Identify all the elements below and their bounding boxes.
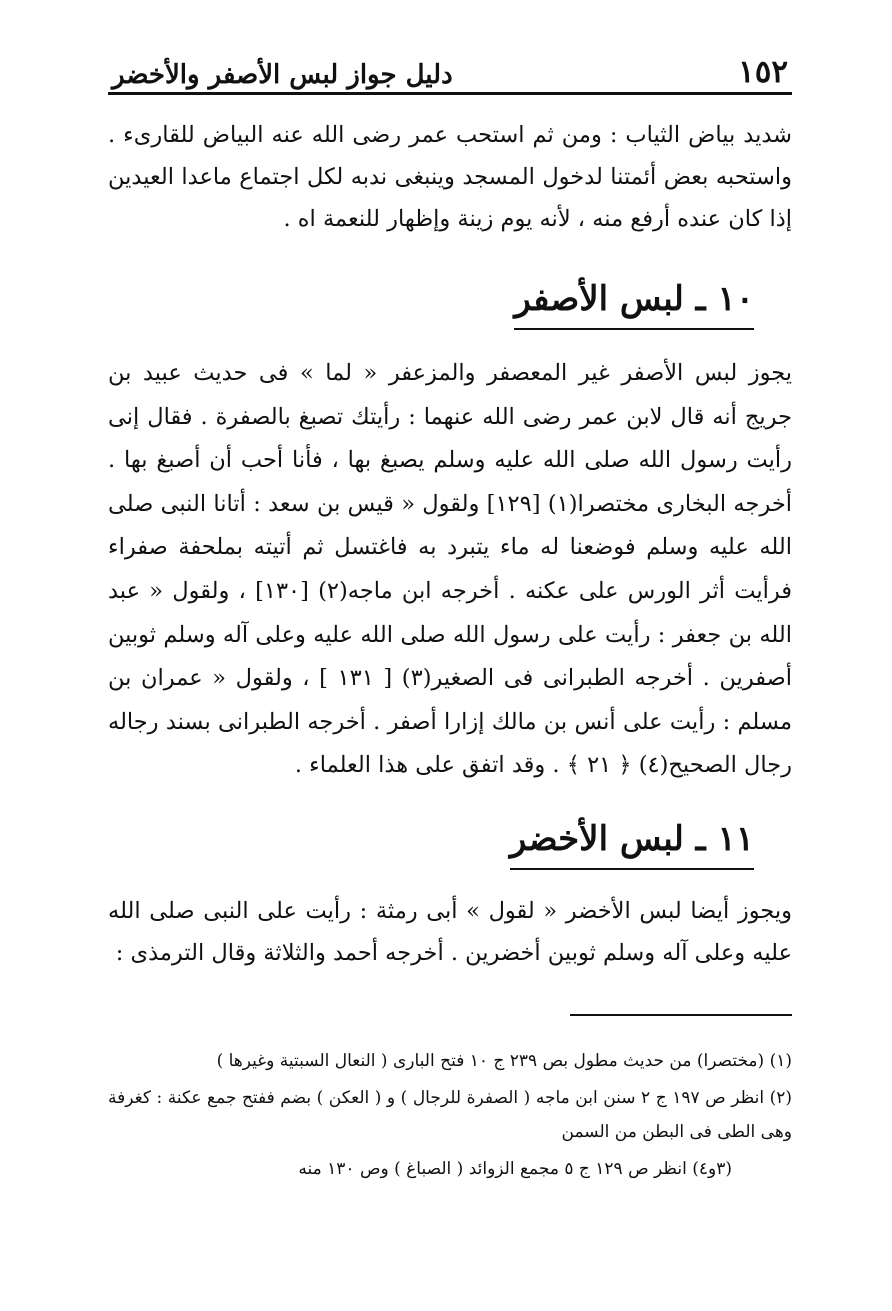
footnote-separator bbox=[570, 1014, 792, 1016]
section-10-paragraph: يجوز لبس الأصفر غير المعصفر والمزعفر « لما » فى حديث عبيد بن جريج أنه قال لابن عمر رضى الله عنهما : رأيتك تصبغ بالصفرة . فقال إنى رأيت رسول الله صلى الله عليه وسلم يصبغ بها ، فأنا أحب أن أصبغ بها . أخرجه البخارى مختصرا(١) [١٢٩] ولقول « قيس بن سعد : أتانا النبى صلى الله عليه وسلم فوضعنا له ماء يتبرد به فاغتسل ثم أتيته بملحفة صفراء فرأيت أثر الورس على عكنه . أخرجه ابن ماجه(٢) [١٣٠] ، ولقول « عبد الله بن جعفر : رأيت على رسول الله صلى الله عليه وعلى آله وسلم ثوبين أصفرين . أخرجه الطبرانى فى الصغير(٣) [ ١٣١ ] ، ولقول « عمران بن مسلم : رأيت على أنس بن مالك إزارا أصفر . أخرجه الطبرانى بسند رجاله رجال الصحيح(٤) ﴿ ٢١ ﴾ . وقد اتفق على هذا العلماء . bbox=[108, 360, 792, 779]
section-11-heading: ١١ ـ لبس الأخضر bbox=[510, 822, 754, 870]
intro-paragraph: شديد بياض الثياب : ومن ثم استحب عمر رضى الله عنه البياض للقارىء . واستحبه بعض أئمتنا لدخول المسجد وينبغى ندبه لكل اجتماع ماعدا العيدين إذا كان عنده أرفع منه ، لأنه يوم زينة وإظهار للنعمة اه . bbox=[108, 122, 792, 232]
footnote-1: (١) (مختصرا) من حديث مطول بص ٢٣٩ ج ١٠ فتح البارى ( النعال السبتية وغيرها ) bbox=[216, 1051, 792, 1071]
section-11-paragraph: ويجوز أيضا لبس الأخضر « لقول » أبى رمثة : رأيت على النبى صلى الله عليه وعلى آله وسلم ثوبين أخضرين . أخرجه أحمد والثلاثة وقال الترمذى : bbox=[108, 898, 792, 966]
footnote-2: (٢) انظر ص ١٩٧ ج ٢ سنن ابن ماجه ( الصفرة للرجال ) و ( العكن ) بضم ففتح جمع عكنة : كغرفة وهى الطى فى البطن من السمن bbox=[108, 1088, 792, 1142]
footnote-3-4: (٣و٤) انظر ص ١٢٩ ج ٥ مجمع الزوائد ( الصباغ ) وص ١٣٠ منه bbox=[298, 1159, 732, 1179]
page-header bbox=[108, 38, 788, 88]
page-number: ١٥٢ bbox=[738, 54, 788, 90]
running-title: دليل جواز لبس الأصفر والأخضر bbox=[112, 60, 453, 90]
header-rule bbox=[108, 92, 792, 95]
footnotes-list bbox=[108, 1044, 792, 1189]
section-10-heading: ١٠ ـ لبس الأصفر bbox=[514, 282, 754, 330]
